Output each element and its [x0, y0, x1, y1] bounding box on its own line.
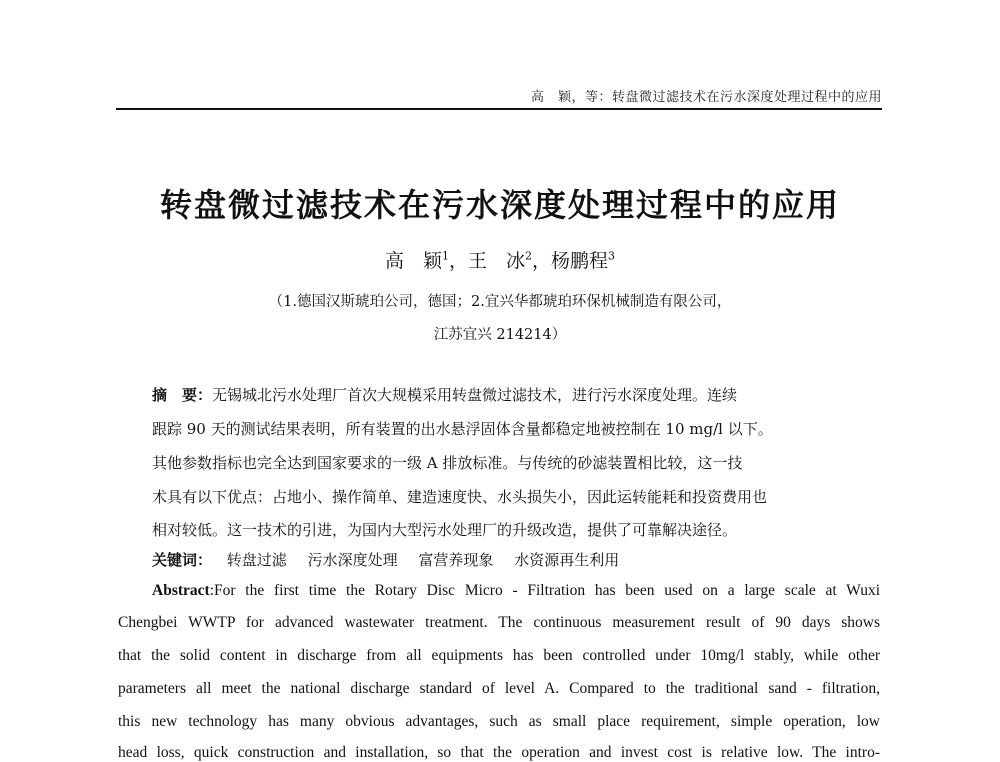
abstract-cn-text: 无锡城北污水处理厂首次大规模采用转盘微过滤技术，进行污水深度处理。连续 [212, 386, 738, 404]
author-name: 王 冰 [467, 250, 525, 272]
keyword: 富营养现象 [418, 551, 494, 569]
keyword: 转盘过滤 [226, 551, 287, 569]
abstract-cn-label: 摘 要： [152, 386, 213, 404]
author-name: 杨鹏程 [551, 250, 609, 272]
affiliation-line: （1.德国汉斯琥珀公司，德国；2.宜兴华都琥珀环保机械制造有限公司， [268, 294, 732, 310]
abstract-en-text: :For the first time the Rotary Disc Micro - Filtration has been used on a large scale at Wuxi [209, 582, 880, 599]
author-name: 高 颖 [384, 250, 442, 272]
abstract-en-line: head loss, quick construction and installation, so that the operation and invest cost is relative low. The intro- [118, 744, 880, 761]
author-sup: 3 [608, 249, 616, 263]
abstract-cn-line: 其他参数指标也完全达到国家要求的一级 A 排放标准。与传统的砂滤装置相比较，这一技 [152, 454, 743, 472]
abstract-cn-line: 术具有以下优点：占地小、操作简单、建造速度快、水头损失小，因此运转能耗和投资费用也 [152, 488, 768, 506]
abstract-en-line: parameters all meet the national discharge standard of level A. Compared to the traditional sand - filtration, [118, 680, 880, 697]
abstract-cn-line: 跟踪 90 天的测试结果表明，所有装置的出水悬浮固体含量都稳定地被控制在 10 mg/l 以下。 [152, 420, 773, 438]
abstract-cn-line: 相对较低。这一技术的引进，为国内大型污水处理厂的升级改造，提供了可靠解决途径。 [152, 521, 738, 539]
keywords-line [152, 549, 619, 570]
abstract-en-line: that the solid content in discharge from all equipments has been controlled under 10mg/l stably, while other [118, 647, 880, 664]
abstract-en-line: this new technology has many obvious advantages, such as small place requirement, simple operation, low [118, 713, 880, 730]
author-sup: 1 [441, 249, 449, 263]
header-rule [116, 108, 882, 110]
affiliation-line: 江苏宜兴 214214） [433, 327, 567, 343]
abstract-en-label: Abstract [152, 582, 210, 599]
keyword: 污水深度处理 [307, 551, 398, 569]
running-header: 高 颖，等：转盘微过滤技术在污水深度处理过程中的应用 [530, 90, 882, 105]
abstract-cn-line [152, 384, 737, 405]
author-list: 高 颖$^1$，王 冰$^2$，杨鹏程$^3$ [384, 249, 616, 272]
keyword: 水资源再生利用 [514, 551, 620, 569]
paper-title: 转盘微过滤技术在污水深度处理过程中的应用 [159, 186, 840, 224]
keywords-label: 关键词： [152, 551, 213, 569]
abstract-en-line: Chengbei WWTP for advanced wastewater treatment. The continuous measurement result of 90 days shows [118, 614, 880, 631]
author-sup: 2 [525, 249, 532, 263]
abstract-en-line [152, 582, 880, 600]
